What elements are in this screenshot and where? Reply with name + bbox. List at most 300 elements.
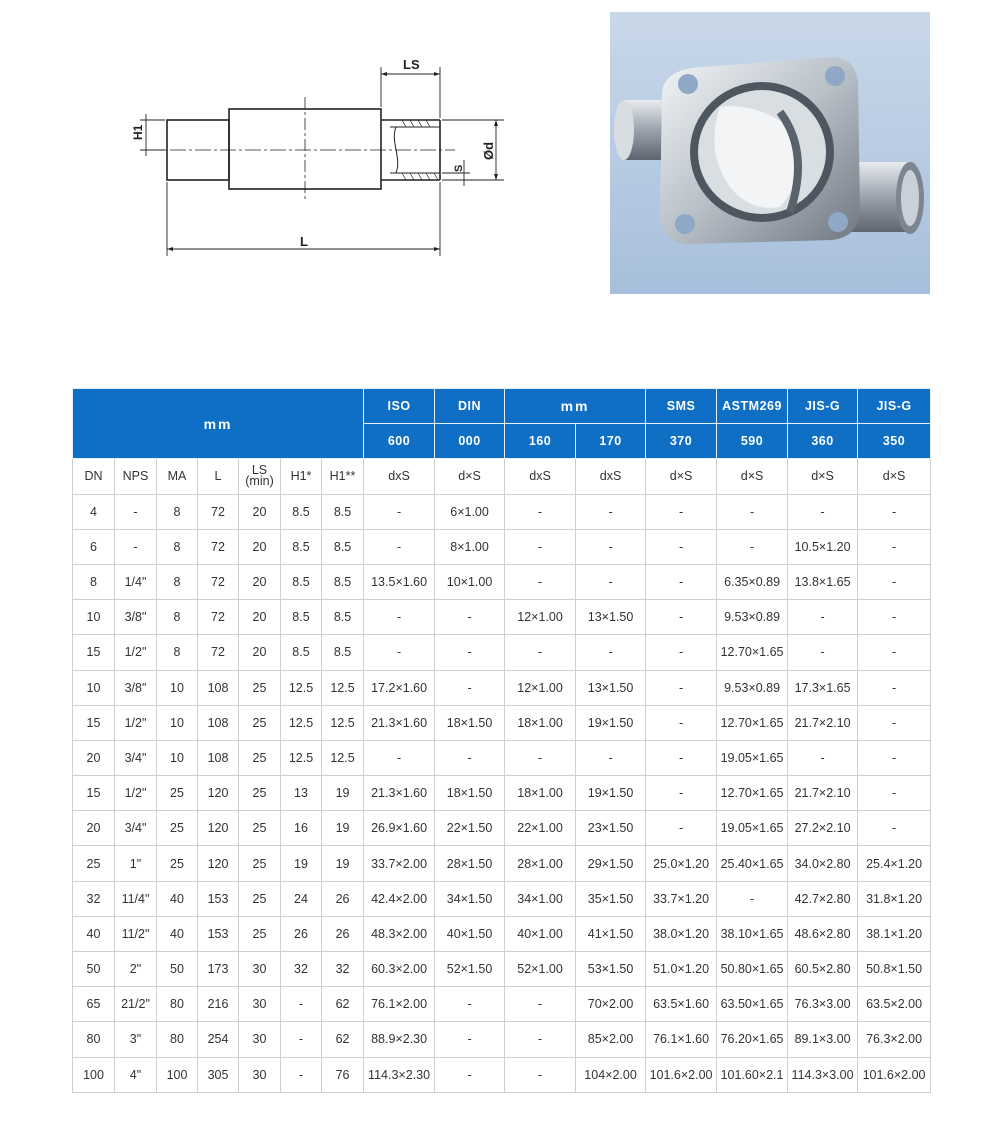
table-cell: - (576, 529, 646, 564)
header-jis-g-2: JIS-G (858, 389, 931, 424)
table-cell: 25 (157, 846, 198, 881)
table-cell: 2" (115, 952, 157, 987)
table-cell: - (646, 811, 717, 846)
table-cell: 21.3×1.60 (364, 776, 435, 811)
table-cell: 40 (73, 916, 115, 951)
table-cell: 28×1.00 (505, 846, 576, 881)
table-cell: 34×1.00 (505, 881, 576, 916)
header-sms: SMS (646, 389, 717, 424)
table-cell: 8 (157, 494, 198, 529)
table-cell: 25 (239, 670, 281, 705)
table-cell: - (858, 705, 931, 740)
unit-ls: LS (251, 463, 268, 478)
table-cell: 12.70×1.65 (717, 705, 788, 740)
table-cell: 10 (157, 740, 198, 775)
table-cell: 12.5 (322, 705, 364, 740)
table-cell: 42.4×2.00 (364, 881, 435, 916)
table-cell: - (505, 494, 576, 529)
table-cell: - (364, 529, 435, 564)
table-cell: 19 (322, 776, 364, 811)
table-cell: 26 (281, 916, 322, 951)
table-cell: 20 (239, 600, 281, 635)
table-cell: 8 (73, 564, 115, 599)
table-cell: 3/8" (115, 600, 157, 635)
table-cell: 16 (281, 811, 322, 846)
table-cell: 80 (157, 987, 198, 1022)
table-cell: 25 (239, 705, 281, 740)
table-cell: 21.7×2.10 (788, 776, 858, 811)
table-cell: 62 (322, 987, 364, 1022)
table-cell: 29×1.50 (576, 846, 646, 881)
table-cell: - (858, 811, 931, 846)
table-cell: 48.6×2.80 (788, 916, 858, 951)
table-cell: 8.5 (322, 564, 364, 599)
table-cell: 72 (198, 564, 239, 599)
table-cell: 25 (239, 916, 281, 951)
table-cell: 32 (73, 881, 115, 916)
unit-header: d×S (717, 459, 788, 494)
table-cell: - (646, 705, 717, 740)
header-code: 600 (364, 424, 435, 459)
table-cell: 18×1.50 (435, 776, 505, 811)
table-cell: 4" (115, 1057, 157, 1092)
table-cell: 60.5×2.80 (788, 952, 858, 987)
table-cell: - (505, 1022, 576, 1057)
unit-header-ls (239, 459, 281, 494)
table-cell: 38.10×1.65 (717, 916, 788, 951)
table-cell: 12.5 (322, 740, 364, 775)
technical-drawing (120, 52, 520, 267)
table-cell: 8.5 (322, 635, 364, 670)
table-row (73, 635, 931, 670)
table-cell: 8×1.00 (435, 529, 505, 564)
table-cell: 25 (157, 776, 198, 811)
table-cell: - (646, 494, 717, 529)
table-cell: 28×1.50 (435, 846, 505, 881)
table-cell: 4 (73, 494, 115, 529)
table-cell: - (576, 494, 646, 529)
table-cell: 305 (198, 1057, 239, 1092)
table-cell: 1/2" (115, 776, 157, 811)
header-code: 360 (788, 424, 858, 459)
table-cell: 33.7×2.00 (364, 846, 435, 881)
table-cell: 12×1.00 (505, 670, 576, 705)
table-cell: 6×1.00 (435, 494, 505, 529)
header-jis-g-1: JIS-G (788, 389, 858, 424)
table-cell: 34×1.50 (435, 881, 505, 916)
dimension-table (72, 388, 931, 1093)
table-cell: 10 (73, 670, 115, 705)
table-cell: - (646, 776, 717, 811)
unit-header: dxS (505, 459, 576, 494)
table-cell: 22×1.00 (505, 811, 576, 846)
table-cell: 35×1.50 (576, 881, 646, 916)
table-cell: - (505, 635, 576, 670)
table-cell: 19 (322, 846, 364, 881)
table-cell: 10×1.00 (435, 564, 505, 599)
table-cell: 25.0×1.20 (646, 846, 717, 881)
table-cell: 1/4" (115, 564, 157, 599)
table-cell: 19.05×1.65 (717, 740, 788, 775)
table-cell: 12.5 (281, 670, 322, 705)
unit-ls-min: (min) (245, 474, 274, 489)
table-cell: 8 (157, 635, 198, 670)
table-cell: 72 (198, 529, 239, 564)
table-cell: 50.8×1.50 (858, 952, 931, 987)
table-cell: 8 (157, 564, 198, 599)
table-cell: 120 (198, 776, 239, 811)
table-cell: 76.1×1.60 (646, 1022, 717, 1057)
units-row (73, 459, 931, 494)
table-cell: 72 (198, 600, 239, 635)
table-row (73, 776, 931, 811)
table-row (73, 564, 931, 599)
table-cell: 8.5 (281, 564, 322, 599)
table-row (73, 1022, 931, 1057)
table-cell: 31.8×1.20 (858, 881, 931, 916)
table-cell: 13.8×1.65 (788, 564, 858, 599)
table-cell: 53×1.50 (576, 952, 646, 987)
table-cell: 101.6×2.00 (646, 1057, 717, 1092)
table-cell: 12.5 (322, 670, 364, 705)
unit-header: NPS (115, 459, 157, 494)
table-cell: 62 (322, 1022, 364, 1057)
table-row (73, 740, 931, 775)
table-cell: 26.9×1.60 (364, 811, 435, 846)
table-cell: 23×1.50 (576, 811, 646, 846)
unit-header: d×S (646, 459, 717, 494)
table-cell: 12×1.00 (505, 600, 576, 635)
table-cell: 19×1.50 (576, 705, 646, 740)
table-cell: 10.5×1.20 (788, 529, 858, 564)
table-row (73, 916, 931, 951)
table-cell: - (858, 670, 931, 705)
table-cell: 11/4" (115, 881, 157, 916)
table-row (73, 600, 931, 635)
table-cell: 32 (281, 952, 322, 987)
unit-header: H1** (322, 459, 364, 494)
table-cell: 17.3×1.65 (788, 670, 858, 705)
table-cell: - (576, 635, 646, 670)
table-cell: - (646, 564, 717, 599)
table-cell: 41×1.50 (576, 916, 646, 951)
table-cell: 88.9×2.30 (364, 1022, 435, 1057)
table-row (73, 1057, 931, 1092)
table-cell: 40 (157, 916, 198, 951)
table-cell: 153 (198, 881, 239, 916)
table-cell: 18×1.00 (505, 705, 576, 740)
table-cell: 38.1×1.20 (858, 916, 931, 951)
header-code: 000 (435, 424, 505, 459)
table-cell: 76.3×3.00 (788, 987, 858, 1022)
table-cell: 85×2.00 (576, 1022, 646, 1057)
table-cell: 13 (281, 776, 322, 811)
table-cell: 100 (157, 1057, 198, 1092)
table-cell: 19 (322, 811, 364, 846)
table-cell: 114.3×3.00 (788, 1057, 858, 1092)
table-cell: 13×1.50 (576, 670, 646, 705)
table-cell: - (576, 564, 646, 599)
unit-header: dxS (576, 459, 646, 494)
table-cell: 8 (157, 600, 198, 635)
table-cell: 27.2×2.10 (788, 811, 858, 846)
header-mm: mm (505, 389, 646, 424)
table-cell: 19×1.50 (576, 776, 646, 811)
table-cell: 8.5 (322, 494, 364, 529)
unit-header: d×S (788, 459, 858, 494)
table-cell: 3/8" (115, 670, 157, 705)
table-cell: - (646, 529, 717, 564)
table-cell: - (646, 635, 717, 670)
table-cell: 153 (198, 916, 239, 951)
table-cell: 11/2" (115, 916, 157, 951)
table-cell: 25 (239, 846, 281, 881)
table-cell: 30 (239, 1057, 281, 1092)
table-cell: - (858, 740, 931, 775)
table-cell: 12.70×1.65 (717, 776, 788, 811)
table-cell: - (505, 740, 576, 775)
table-cell: 76.3×2.00 (858, 1022, 931, 1057)
table-cell: - (364, 600, 435, 635)
table-cell: 120 (198, 811, 239, 846)
table-cell: 33.7×1.20 (646, 881, 717, 916)
table-cell: 13.5×1.60 (364, 564, 435, 599)
table-cell: - (646, 600, 717, 635)
table-cell: - (717, 494, 788, 529)
table-cell: 76 (322, 1057, 364, 1092)
table-cell: 17.2×1.60 (364, 670, 435, 705)
table-cell: - (435, 740, 505, 775)
table-cell: - (788, 635, 858, 670)
header-mm-group: mm (73, 389, 364, 459)
table-cell: 10 (157, 705, 198, 740)
table-cell: 25.40×1.65 (717, 846, 788, 881)
table-cell: 108 (198, 740, 239, 775)
unit-header: DN (73, 459, 115, 494)
table-cell: 12.70×1.65 (717, 635, 788, 670)
header-code: 370 (646, 424, 717, 459)
table-cell: 50 (157, 952, 198, 987)
table-cell: 3/4" (115, 740, 157, 775)
unit-header: MA (157, 459, 198, 494)
table-cell: 76.1×2.00 (364, 987, 435, 1022)
table-cell: 173 (198, 952, 239, 987)
table-cell: 19.05×1.65 (717, 811, 788, 846)
table-cell: - (646, 740, 717, 775)
table-cell: - (858, 529, 931, 564)
table-row (73, 881, 931, 916)
table-cell: 120 (198, 846, 239, 881)
table-cell: 12.5 (281, 740, 322, 775)
table-cell: - (435, 670, 505, 705)
table-cell: - (858, 776, 931, 811)
table-cell: - (115, 529, 157, 564)
table-cell: 34.0×2.80 (788, 846, 858, 881)
table-cell: 114.3×2.30 (364, 1057, 435, 1092)
table-cell: 9.53×0.89 (717, 670, 788, 705)
unit-header: d×S (435, 459, 505, 494)
header-code: 590 (717, 424, 788, 459)
table-cell: - (717, 529, 788, 564)
table-cell: - (717, 881, 788, 916)
table-cell: 8.5 (281, 494, 322, 529)
table-cell: 20 (239, 529, 281, 564)
table-cell: 20 (73, 811, 115, 846)
table-cell: - (788, 600, 858, 635)
header-astm269: ASTM269 (717, 389, 788, 424)
table-cell: 80 (157, 1022, 198, 1057)
table-cell: 20 (239, 564, 281, 599)
table-cell: 8.5 (281, 600, 322, 635)
table-cell: 254 (198, 1022, 239, 1057)
table-cell: - (435, 1057, 505, 1092)
table-cell: - (115, 494, 157, 529)
table-cell: 25 (73, 846, 115, 881)
table-cell: 89.1×3.00 (788, 1022, 858, 1057)
table-cell: 40×1.50 (435, 916, 505, 951)
table-cell: 9.53×0.89 (717, 600, 788, 635)
table-cell: - (281, 1022, 322, 1057)
table-cell: 30 (239, 1022, 281, 1057)
dim-s-label: S (453, 164, 465, 172)
table-cell: 42.7×2.80 (788, 881, 858, 916)
table-cell: - (858, 494, 931, 529)
table-cell: 104×2.00 (576, 1057, 646, 1092)
header-code: 160 (505, 424, 576, 459)
table-cell: 60.3×2.00 (364, 952, 435, 987)
table-cell: 15 (73, 635, 115, 670)
table-row (73, 846, 931, 881)
table-cell: - (435, 1022, 505, 1057)
table-cell: 3" (115, 1022, 157, 1057)
header-din: DIN (435, 389, 505, 424)
header-iso: ISO (364, 389, 435, 424)
table-cell: - (858, 635, 931, 670)
table-cell: 12.5 (281, 705, 322, 740)
table-cell: - (435, 600, 505, 635)
table-cell: - (505, 1057, 576, 1092)
table-cell: 22×1.50 (435, 811, 505, 846)
table-cell: - (364, 494, 435, 529)
header-code: 170 (576, 424, 646, 459)
table-cell: 72 (198, 635, 239, 670)
table-cell: 1/2" (115, 705, 157, 740)
table-cell: 18×1.50 (435, 705, 505, 740)
table-cell: - (281, 1057, 322, 1092)
table-cell: 25 (239, 740, 281, 775)
table-cell: 51.0×1.20 (646, 952, 717, 987)
table-cell: 26 (322, 916, 364, 951)
table-row (73, 529, 931, 564)
table-cell: 80 (73, 1022, 115, 1057)
table-cell: - (435, 635, 505, 670)
table-cell: 8.5 (281, 529, 322, 564)
table-cell: 8.5 (322, 600, 364, 635)
table-cell: - (788, 494, 858, 529)
unit-header: L (198, 459, 239, 494)
table-cell: 26 (322, 881, 364, 916)
unit-header: dxS (364, 459, 435, 494)
table-cell: 20 (239, 494, 281, 529)
table-cell: 32 (322, 952, 364, 987)
table-cell: 25 (239, 776, 281, 811)
table-cell: - (505, 529, 576, 564)
table-cell: 6 (73, 529, 115, 564)
table-cell: 72 (198, 494, 239, 529)
table-row (73, 494, 931, 529)
table-cell: 40 (157, 881, 198, 916)
table-cell: 8.5 (322, 529, 364, 564)
table-cell: 101.6×2.00 (858, 1057, 931, 1092)
table-cell: - (505, 987, 576, 1022)
product-photo (610, 12, 930, 294)
table-cell: - (364, 740, 435, 775)
table-cell: 65 (73, 987, 115, 1022)
table-cell: 20 (73, 740, 115, 775)
table-cell: 50.80×1.65 (717, 952, 788, 987)
dim-ls-label: LS (403, 57, 420, 72)
table-cell: 10 (157, 670, 198, 705)
table-cell: 76.20×1.65 (717, 1022, 788, 1057)
table-cell: 21.3×1.60 (364, 705, 435, 740)
table-cell: 20 (239, 635, 281, 670)
unit-header: H1* (281, 459, 322, 494)
table-cell: 24 (281, 881, 322, 916)
table-cell: 6.35×0.89 (717, 564, 788, 599)
table-cell: 52×1.50 (435, 952, 505, 987)
table-cell: 1" (115, 846, 157, 881)
table-cell: 3/4" (115, 811, 157, 846)
table-cell: 8 (157, 529, 198, 564)
table-cell: - (364, 635, 435, 670)
table-cell: 21/2" (115, 987, 157, 1022)
header-row-standards (73, 389, 931, 424)
table-cell: 63.5×1.60 (646, 987, 717, 1022)
table-cell: 48.3×2.00 (364, 916, 435, 951)
table-cell: 108 (198, 705, 239, 740)
table-cell: 25 (157, 811, 198, 846)
dim-h1-label: H1 (131, 124, 145, 140)
table-row (73, 952, 931, 987)
table-cell: 50 (73, 952, 115, 987)
table-cell: 25 (239, 811, 281, 846)
table-cell: - (646, 670, 717, 705)
table-cell: - (576, 740, 646, 775)
dim-od-label: Ød (481, 141, 496, 160)
table-row (73, 670, 931, 705)
table-cell: 63.50×1.65 (717, 987, 788, 1022)
table-row (73, 987, 931, 1022)
table-cell: 1/2" (115, 635, 157, 670)
table-cell: - (858, 600, 931, 635)
table-cell: 70×2.00 (576, 987, 646, 1022)
table-cell: - (858, 564, 931, 599)
table-cell: 38.0×1.20 (646, 916, 717, 951)
table-cell: 30 (239, 987, 281, 1022)
table-row (73, 811, 931, 846)
table-cell: 101.60×2.1 (717, 1057, 788, 1092)
unit-header: d×S (858, 459, 931, 494)
table-cell: 63.5×2.00 (858, 987, 931, 1022)
table-cell: 8.5 (281, 635, 322, 670)
table-cell: 21.7×2.10 (788, 705, 858, 740)
table-cell: 30 (239, 952, 281, 987)
table-row (73, 705, 931, 740)
table-cell: 10 (73, 600, 115, 635)
table-cell: 52×1.00 (505, 952, 576, 987)
table-cell: 100 (73, 1057, 115, 1092)
table-cell: - (505, 564, 576, 599)
